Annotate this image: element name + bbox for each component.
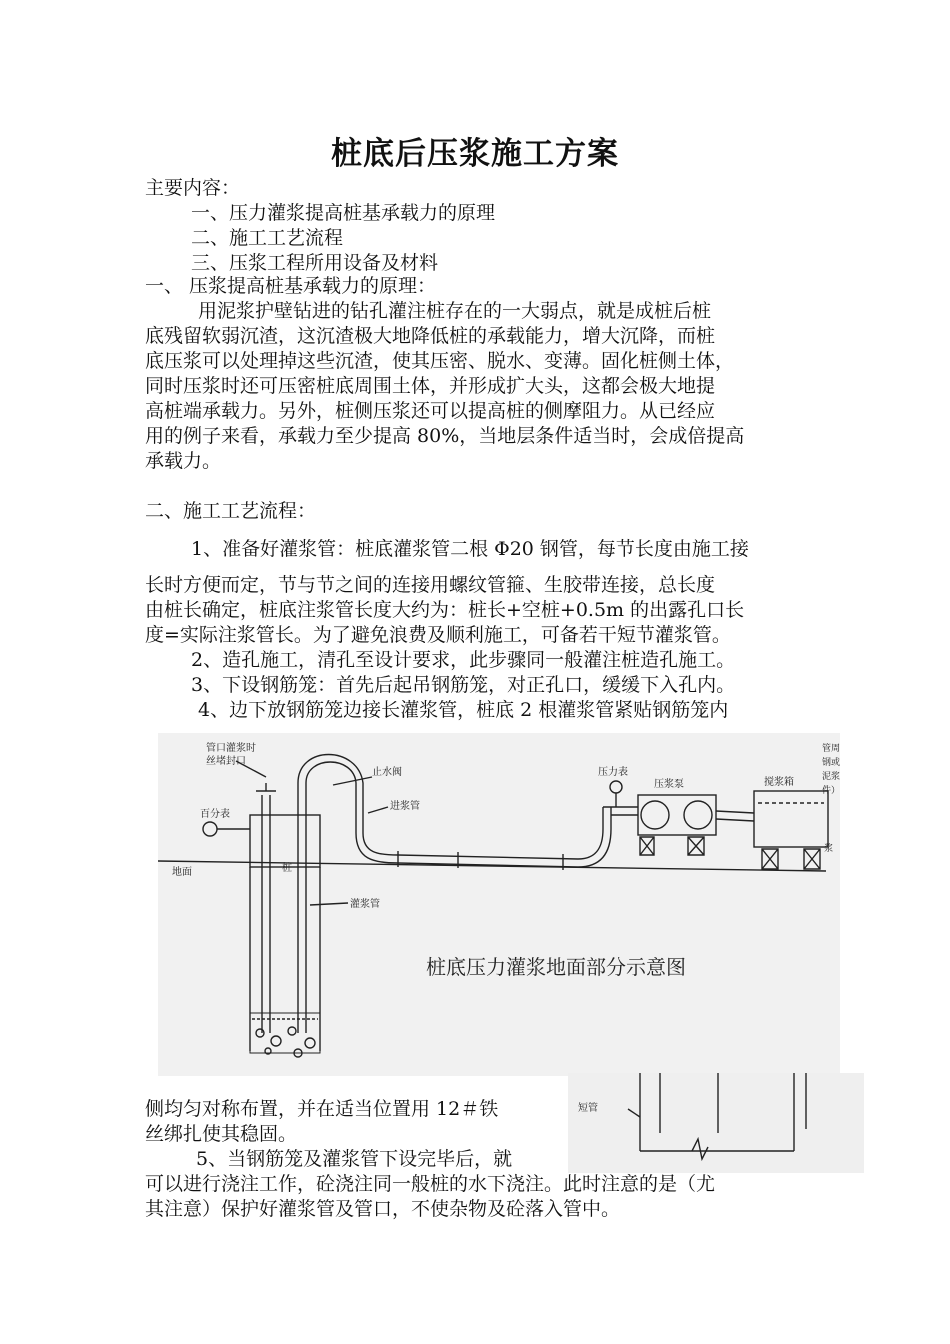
figure-caption: 桩底压力灌浆地面部分示意图 <box>426 955 686 979</box>
paragraph-line: 底残留软弱沉渣，这沉渣极大地降低桩的承载能力，增大沉降，而桩 <box>145 325 716 347</box>
paragraph-line: 同时压浆时还可压密桩底周围土体，并形成扩大头，这都会极大地提 <box>145 375 716 397</box>
label-feed-pipe: 进浆管 <box>390 801 420 812</box>
intro-heading: 主要内容： <box>145 177 241 199</box>
label-right-note: 件） <box>822 786 840 796</box>
paragraph-line: 可以进行浇注工作，砼浇注同一般桩的水下浇注。此时注意的是（尤 <box>145 1173 716 1195</box>
label-pressure-gauge: 压力表 <box>598 767 628 778</box>
feed-pipe-outer <box>298 755 603 860</box>
section2-heading: 二、施工工艺流程： <box>145 500 317 522</box>
paragraph-line: 用的例子来看，承载力至少提高 80%，当地层条件适当时，会成倍提高 <box>145 425 745 447</box>
label-right-note: 泥浆 <box>822 772 840 782</box>
pump-inlet-pipe <box>603 807 638 815</box>
label-mixer: 搅浆箱 <box>764 777 794 788</box>
paragraph-line: 其注意）保护好灌浆管及管口，不使杂物及砼落入管中。 <box>145 1198 621 1220</box>
pump-body <box>638 795 716 835</box>
paragraph-line: 4、边下放钢筋笼边接长灌浆管，桩底 2 根灌浆管紧贴钢筋笼内 <box>198 699 729 721</box>
dial-gauge <box>203 822 217 836</box>
label-ground: 地面 <box>172 867 192 878</box>
label-right-note: 管周 <box>822 744 840 754</box>
section1-heading: 一、 压浆提高桩基承载力的原理： <box>145 275 437 297</box>
paragraph-line: 5、当钢筋笼及灌浆管下设完毕后，就 <box>196 1148 513 1170</box>
pressure-gauge-dial <box>610 781 622 793</box>
paragraph-line: 承载力。 <box>145 450 222 472</box>
paragraph-line: 3、下设钢筋笼：首先后起吊钢筋笼，对正孔口，缓缓下入孔内。 <box>191 674 736 696</box>
label-grout-pipe: 灌浆管 <box>350 899 380 910</box>
toc-item: 一、压力灌浆提高桩基承载力的原理 <box>191 202 496 224</box>
mixer-tank <box>754 791 828 847</box>
paragraph-line: 度=实际注浆管长。为了避免浪费及顺利施工，可备若干短节灌浆管。 <box>145 624 731 646</box>
toc-item: 二、施工工艺流程 <box>191 227 344 249</box>
document-title: 桩底后压浆施工方案 <box>331 136 619 172</box>
diagram-detail <box>568 1073 864 1173</box>
paragraph-line: 用泥浆护壁钻进的钻孔灌注桩存在的一大弱点，就是成桩后桩 <box>198 300 712 322</box>
paragraph-line: 丝绑扎使其稳固。 <box>145 1123 298 1145</box>
paragraph-line: 1、准备好灌浆管：桩底灌浆管二根 Φ20 钢管，每节长度由施工接 <box>191 538 749 560</box>
label-stop-valve: 止水阀 <box>372 767 402 778</box>
paragraph-line: 由桩长确定，桩底注浆管长度大约为：桩长+空桩+0.5m 的出露孔口长 <box>145 599 745 621</box>
label-pile: 桩 <box>282 863 292 874</box>
label-right-note: 钢或 <box>822 758 840 768</box>
paragraph-line: 2、造孔施工，清孔至设计要求，此步骤同一般灌注桩造孔施工。 <box>191 649 736 671</box>
pipe-plug <box>256 783 276 791</box>
paragraph-line: 长时方便而定，节与节之间的连接用螺纹管箍、生胶带连接，总长度 <box>145 574 716 596</box>
paragraph-line: 高桩端承载力。另外，桩侧压浆还可以提高桩的侧摩阻力。从已经应 <box>145 400 716 422</box>
feed-pipe-inner <box>306 762 611 867</box>
paragraph-line: 侧均匀对称布置，并在适当位置用 12＃铁 <box>145 1098 499 1120</box>
grouting-diagram <box>158 733 840 1076</box>
pile-cap <box>250 815 320 867</box>
paragraph-line: 底压浆可以处理掉这些沉渣，使其压密、脱水、变薄。固化桩侧土体， <box>145 350 735 372</box>
grouting-diagram-svg <box>158 733 840 1076</box>
ground-line <box>158 861 826 871</box>
label-pump: 压浆泵 <box>654 779 684 790</box>
label-short-pipe: 短管 <box>578 1103 598 1114</box>
label-top-note: 管口灌浆时 <box>206 743 256 754</box>
label-gauge: 百分表 <box>200 809 230 820</box>
label-top-note2: 丝堵封口 <box>206 756 246 767</box>
toc-item: 三、压浆工程所用设备及材料 <box>191 252 439 274</box>
label-right-note: 浆 <box>824 844 834 854</box>
